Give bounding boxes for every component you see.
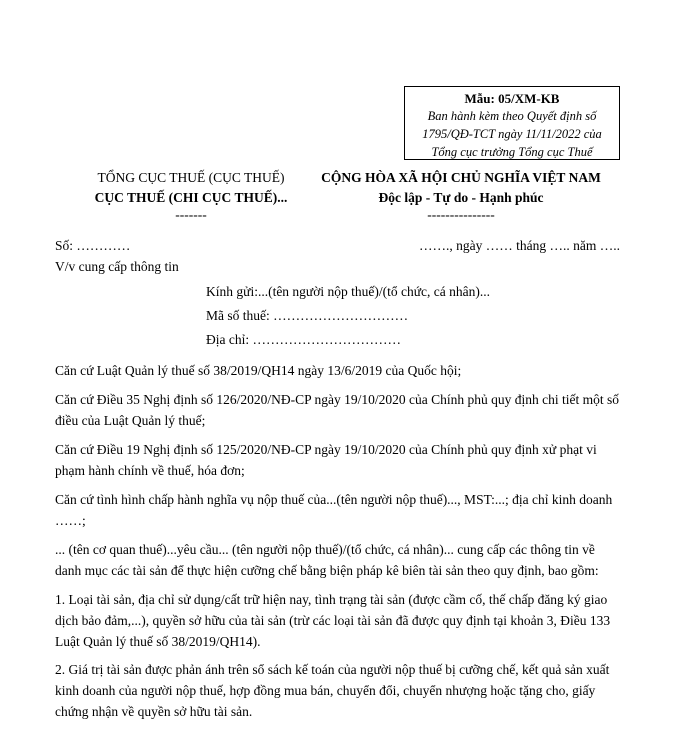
- legal-basis-4: Căn cứ tình hình chấp hành nghĩa vụ nộp thuế của...(tên người nộp thuế)..., MST:...; địa chỉ kinh doanh ……;: [55, 492, 613, 528]
- form-code: Mẫu: 05/XM-KB: [464, 91, 560, 106]
- national-motto: Độc lập - Tự do - Hạnh phúc: [378, 190, 544, 205]
- legal-basis-1: Căn cứ Luật Quản lý thuế số 38/2019/QH14 ngày 13/6/2019 của Quốc hội;: [55, 363, 462, 378]
- recipient-line: Kính gửi:...(tên người nộp thuế)/(tổ chức, cá nhân)...: [206, 284, 491, 299]
- address-line: Địa chỉ: ……………………………: [206, 332, 401, 347]
- form-note-line2: 1795/QĐ-TCT ngày 11/11/2022 của: [422, 127, 602, 141]
- agency-parent: TỔNG CỤC THUẾ (CỤC THUẾ): [97, 170, 285, 185]
- document-subject: V/v cung cấp thông tin: [55, 259, 179, 274]
- national-header: [305, 168, 617, 222]
- agency-divider: -------: [175, 207, 207, 222]
- legal-basis-2: Căn cứ Điều 35 Nghị định số 126/2020/NĐ-CP ngày 19/10/2020 của Chính phủ quy định chi tiết một số điều của Luật Quản lý thuế;: [55, 392, 620, 428]
- document-body: [55, 360, 621, 729]
- agency-name: CỤC THUẾ (CHI CỤC THUẾ)...: [94, 190, 288, 205]
- item-2: 2. Giá trị tài sản được phản ánh trên sổ sách kế toán của người nộp thuế bị cưỡng chế, kết quả sản xuất kinh doanh của người nộp thuế, hợp đồng mua bán, chuyển đổi, chuyển nhượng hoặc tặng cho, giấy chứng nhận về quyền sở hữu tài sản.: [55, 662, 610, 719]
- form-note-line1: Ban hành kèm theo Quyết định số: [427, 109, 597, 123]
- document-date: ……., ngày …… tháng ….. năm …..: [419, 238, 620, 253]
- legal-basis-3: Căn cứ Điều 19 Nghị định số 125/2020/NĐ-CP ngày 19/10/2020 của Chính phủ quy định xử phạt vi phạm hành chính về thuế, hóa đơn;: [55, 442, 597, 478]
- form-code-box: [404, 86, 620, 160]
- form-note-line3: Tổng cục trưởng Tổng cục Thuế: [431, 145, 593, 159]
- motto-divider: ---------------: [427, 207, 495, 222]
- issuing-agency-header: [62, 168, 320, 222]
- item-1: 1. Loại tài sản, địa chỉ sử dụng/cất trữ hiện nay, tình trạng tài sản (được cầm cố, thế chấp đăng ký giao dịch bảo đảm,...), quyền sở hữu của tài sản (trừ các loại tài sản đã được quy định tại khoản 3, Điều 133 Luật Quản lý thuế số 38/2019/QH14).: [55, 592, 611, 649]
- national-title: CỘNG HÒA XÃ HỘI CHỦ NGHĨA VIỆT NAM: [321, 170, 601, 185]
- request-paragraph: ... (tên cơ quan thuế)...yêu cầu... (tên người nộp thuế)/(tổ chức, cá nhân)... cung cấp các thông tin về danh mục các tài sản để thực hiện cưỡng chế bằng biện pháp kê biên tài sản theo quy định, bao gồm:: [55, 542, 599, 578]
- tax-code-line: Mã số thuế: …………………………: [206, 308, 409, 323]
- document-number: Số: …………: [55, 238, 131, 253]
